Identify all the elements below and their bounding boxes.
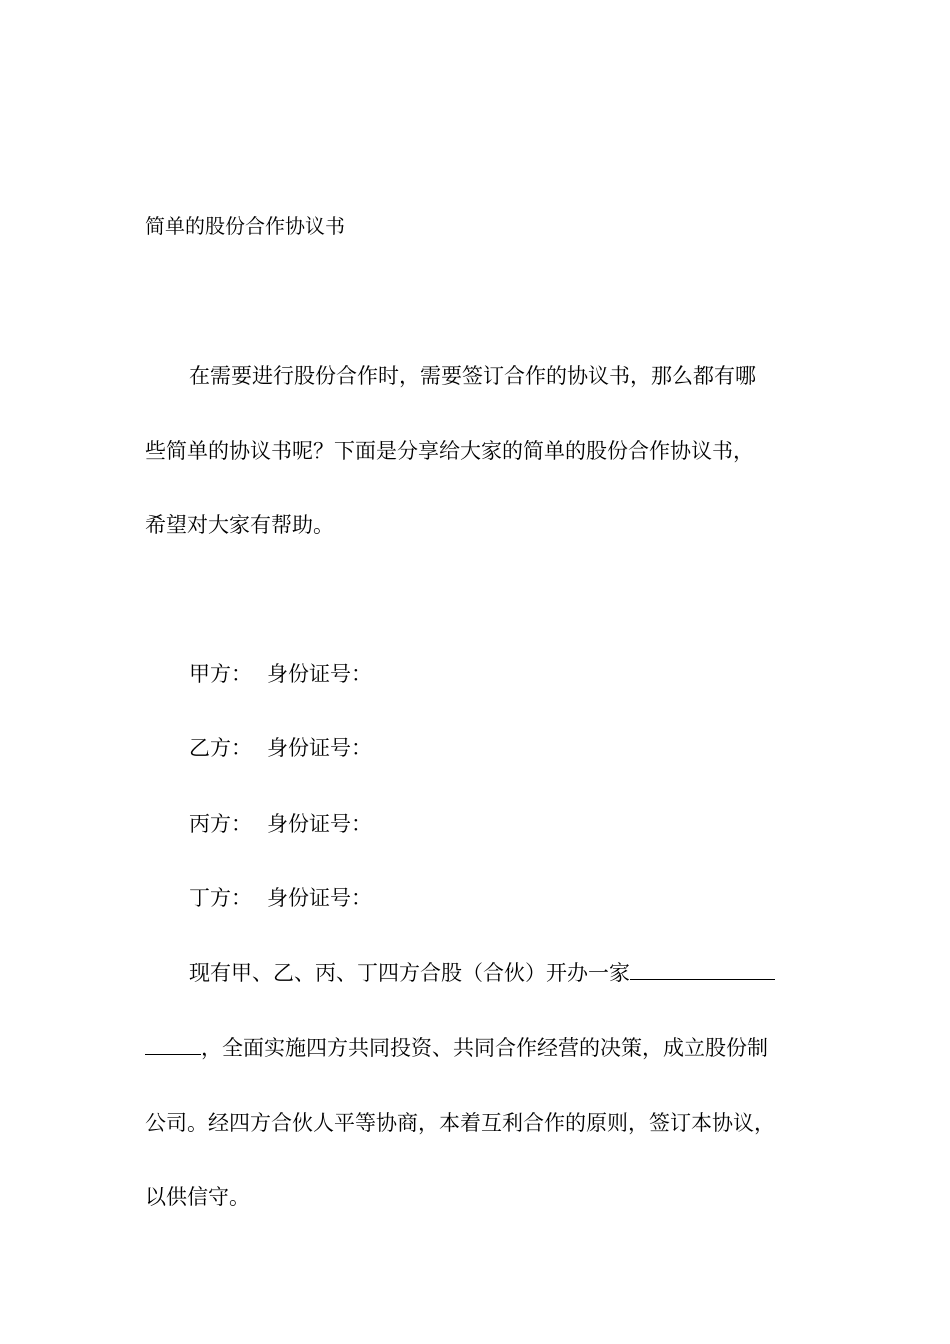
party-label: 丙方：	[189, 812, 252, 836]
body-line-4: 以供信守。	[145, 1185, 250, 1209]
party-row-jia	[189, 660, 372, 688]
body-line-1	[189, 959, 775, 987]
id-label: 身份证号：	[267, 736, 372, 760]
party-row-ding	[189, 884, 372, 912]
fill-in-blank	[630, 961, 775, 980]
body-line-1-text: 现有甲、乙、丙、丁四方合股（合伙）开办一家	[189, 961, 630, 985]
body-line-3: 公司。经四方合伙人平等协商，本着互利合作的原则，签订本协议，	[145, 1111, 775, 1135]
document-title: 简单的股份合作协议书	[145, 214, 345, 238]
intro-line-3: 希望对大家有帮助。	[145, 513, 334, 537]
party-label: 乙方：	[189, 736, 252, 760]
body-line-2-text: ，全面实施四方共同投资、共同合作经营的决策，成立股份制	[201, 1036, 768, 1060]
party-row-bing	[189, 810, 372, 838]
party-label: 甲方：	[189, 662, 252, 686]
intro-line-1: 在需要进行股份合作时，需要签订合作的协议书，那么都有哪	[189, 364, 756, 388]
intro-line-2: 些简单的协议书呢？下面是分享给大家的简单的股份合作协议书，	[145, 439, 754, 463]
party-row-yi	[189, 734, 372, 762]
party-label: 丁方：	[189, 886, 252, 910]
id-label: 身份证号：	[267, 886, 372, 910]
body-line-2	[145, 1034, 768, 1062]
id-label: 身份证号：	[267, 812, 372, 836]
fill-in-blank	[145, 1036, 201, 1055]
id-label: 身份证号：	[267, 662, 372, 686]
